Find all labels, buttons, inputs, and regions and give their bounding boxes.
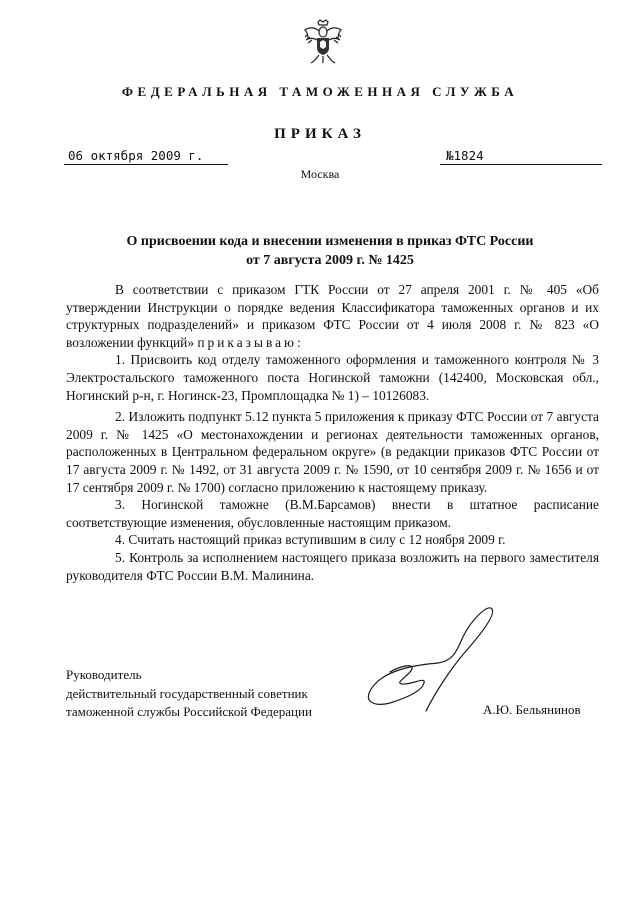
list-item: 2. Изложить подпункт 5.12 пункта 5 приложения к приказу ФТС России от 7 августа 2009 г. № 1425 «О местонахождении и регионах деятельности таможенных органов, расположенных в Центральном федеральном округе» (в редакции приказов ФТС России от 17 августа 2009 г. № 1492, от 31 августа 2009 г. № 1590, от 10 сентября 2009 г. № 1656 и от 17 сентября 2009 г. № 1700) согласно приложению к настоящему приказу. [66,409,599,495]
signer-line: действительный государственный советник [66,685,308,701]
signer-name: А.Ю. Бельянинов [483,702,581,717]
heading-line: О присвоении кода и внесении изменения в приказ ФТС России [126,234,534,249]
order-body [66,281,599,584]
list-item: 1. Присвоить код отделу таможенного оформления и таможенного контроля № 3 Электростальского таможенного поста Ногинской таможни (142400, Московская обл., Ногинский р-н, г. Ногинск-23, Промплощадка № 1) – 10126083. [66,352,599,403]
order-date: 06 октября 2009 г. [64,148,228,165]
decree-word: приказываю: [197,334,304,350]
coat-of-arms-icon [302,18,344,66]
list-item: 4. Считать настоящий приказ вступившим в силу с 12 ноября 2009 г. [115,532,506,548]
list-item: 5. Контроль за исполнением настоящего приказа возложить на первого заместителя руководителя ФТС России В.М. Малинина. [66,549,599,583]
signer-line: таможенной службы Российской Федерации [66,704,312,719]
city: Москва [300,167,340,181]
signer-title [66,666,312,722]
order-number: №1824 [440,148,602,165]
order-heading [70,232,590,270]
document-title: ПРИКАЗ [274,126,366,142]
preamble-text: В соответствии с приказом ГТК России от 27 апреля 2001 г. № 405 «Об утверждении Инструкции о порядке ведения Классификатора таможенных органов и их структурных подразделений» и приказом ФТС России от 4 июля 2008 г. № 823 «О возложении функций» [66,282,599,350]
preamble [66,281,599,351]
heading-line: от 7 августа 2009 г. № 1425 [246,253,414,268]
list-item: 3. Ногинской таможне (В.М.Барсамов) внести в штатное расписание соответствующие изменения, обусловленные настоящим приказом. [66,497,599,530]
signer-line: Руководитель [66,667,142,682]
agency-name: ФЕДЕРАЛЬНАЯ ТАМОЖЕННАЯ СЛУЖБА [121,84,519,99]
